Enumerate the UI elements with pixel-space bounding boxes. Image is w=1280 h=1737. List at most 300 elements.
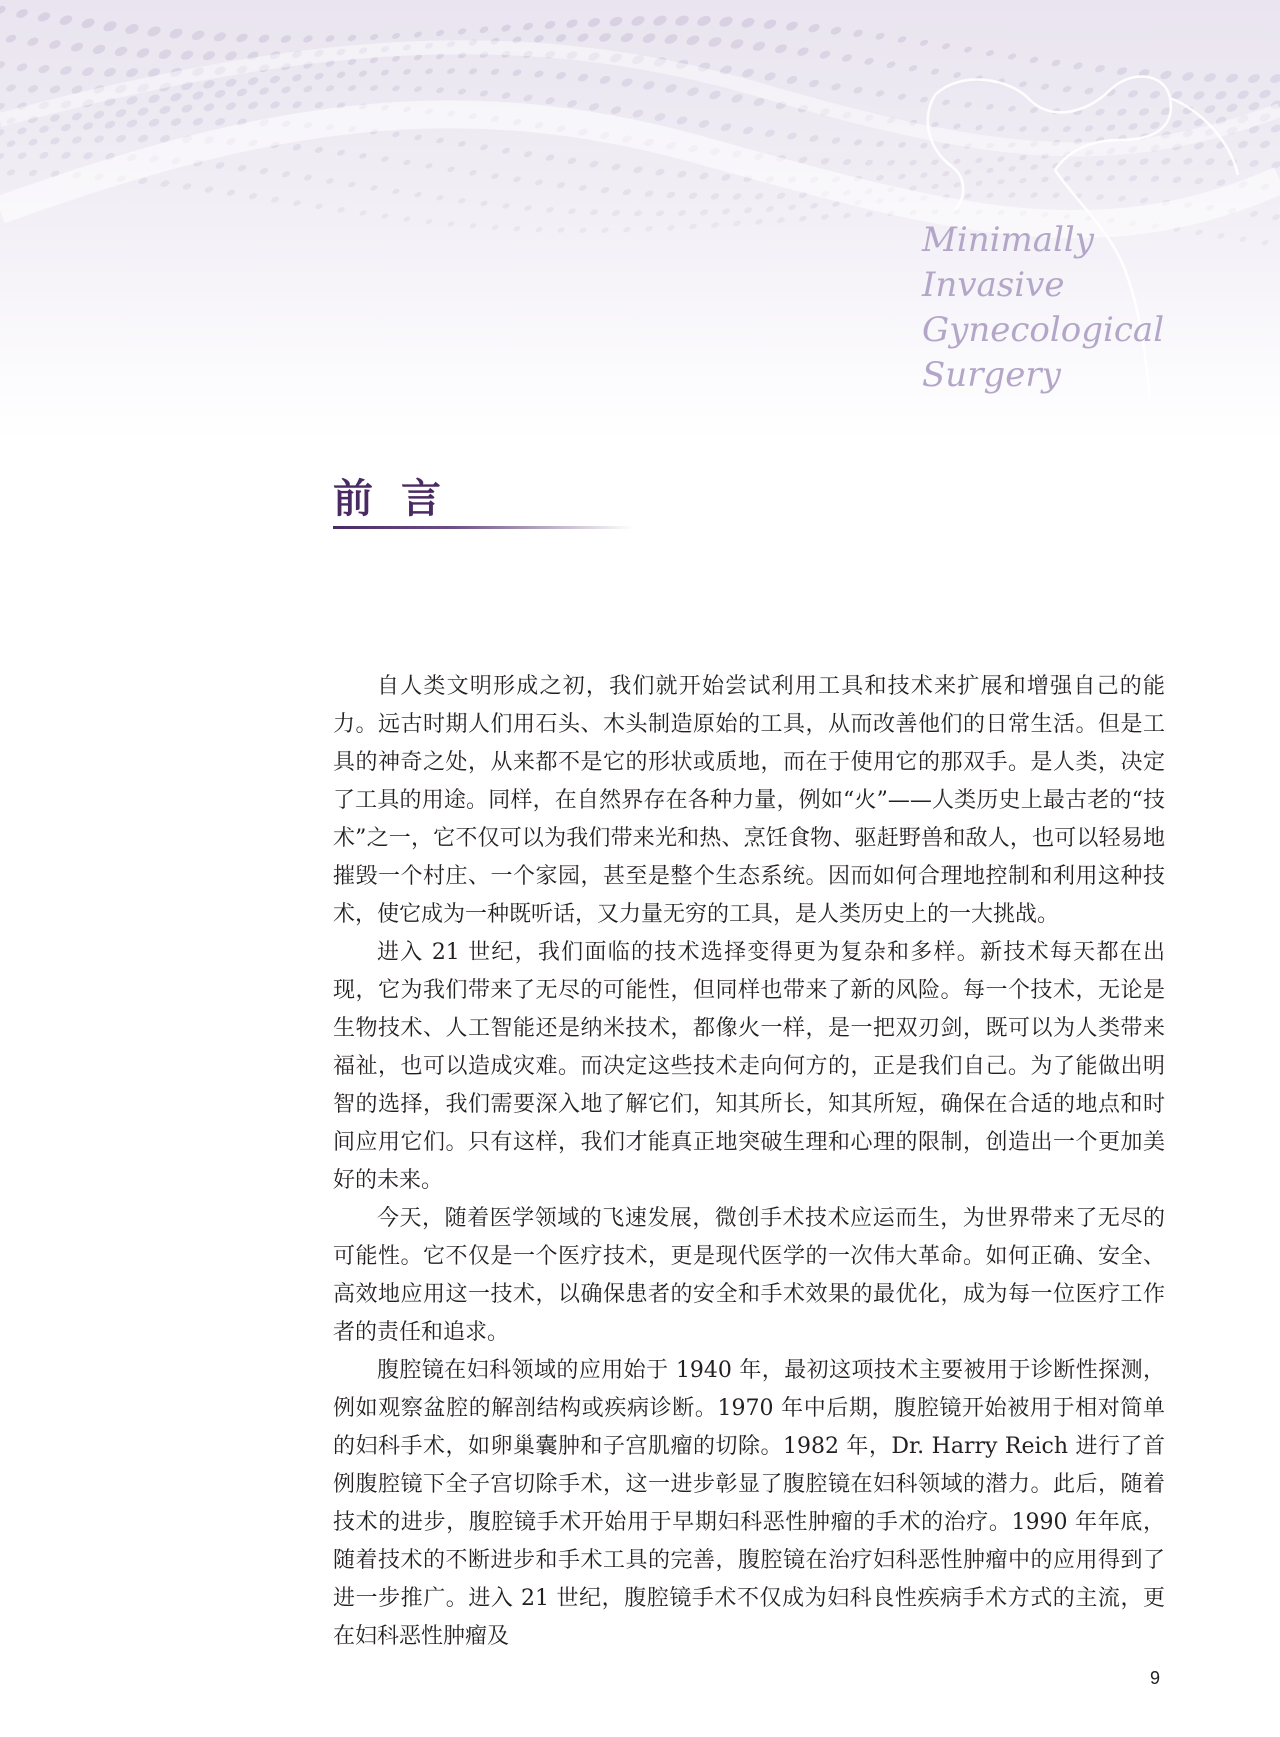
decor-dot	[280, 85, 292, 95]
decor-dot	[534, 178, 544, 186]
decor-dot	[908, 64, 918, 73]
decor-dot	[675, 115, 688, 126]
decor-dot	[964, 192, 973, 199]
decor-dot	[941, 42, 951, 50]
decor-dot	[5, 83, 17, 93]
decor-dot	[1237, 139, 1249, 149]
decor-dot	[49, 136, 61, 146]
decor-dot	[1225, 72, 1240, 84]
decor-dot	[413, 85, 422, 93]
decor-dot	[1007, 52, 1017, 61]
decor-dot	[1106, 174, 1116, 182]
decor-dot	[28, 169, 38, 178]
decor-dot	[587, 16, 602, 29]
decor-dot	[1192, 90, 1206, 102]
decor-dot	[103, 66, 118, 79]
decor-dot	[808, 134, 819, 143]
decor-dot	[557, 226, 566, 233]
decor-dot	[920, 171, 929, 179]
decor-dot	[875, 89, 886, 98]
decor-dot	[522, 21, 534, 31]
decor-dot	[146, 25, 162, 39]
decor-dot	[1248, 159, 1260, 169]
decor-dot	[996, 155, 1005, 163]
decor-dot	[224, 50, 238, 62]
decor-dot	[610, 162, 621, 171]
decor-dot	[479, 25, 490, 34]
decor-dot	[1127, 89, 1139, 99]
decor-dot	[60, 151, 72, 161]
decor-dot	[303, 174, 313, 182]
decor-dot	[545, 153, 555, 162]
decor-dot	[38, 124, 50, 134]
decor-dot	[985, 49, 995, 57]
decor-dot	[1159, 69, 1173, 81]
decor-dot	[1095, 193, 1105, 201]
decor-dot	[830, 82, 842, 92]
decor-dot	[413, 134, 422, 142]
decor-dot	[0, 101, 6, 111]
decor-dot	[535, 226, 544, 233]
decor-dot	[710, 221, 719, 229]
decor-dot	[579, 226, 588, 234]
decor-dot	[71, 135, 83, 145]
decor-dot	[543, 19, 556, 30]
decor-dot	[652, 14, 669, 28]
decor-dot	[204, 185, 215, 194]
paragraph: 进入 21 世纪，我们面临的技术选择变得更为复杂和多样。新技术每天都在出现，它为我们带来了无尽的可能性，但同样也带来了新的风险。每一个技术，无论是生物技术、人工智能还是纳米技术，都像火一样，是一把双刃剑，既可以为人类带来福祉，也可以造成灾难。而决定这些技术走向何方的，正是我们自己。为了能做出明智的选择，我们需要深入地了解它们，知其所长，知其所短，确保在合适的地点和时间应用它们。只有这样，我们才能真正地突破生理和心理的限制，创造出一个更加美好的未来。	[333, 940, 1165, 1193]
decor-dot	[403, 159, 412, 167]
decor-dot	[237, 164, 248, 173]
decor-dot	[830, 25, 843, 36]
decor-dot	[742, 125, 755, 136]
decor-dot	[1018, 154, 1027, 162]
decor-dot	[842, 212, 851, 220]
decor-dot	[997, 178, 1006, 185]
decor-dot	[168, 27, 184, 41]
decor-dot	[555, 71, 567, 81]
decor-dot	[698, 171, 709, 181]
decor-dot	[666, 224, 675, 232]
decor-dot	[235, 32, 249, 44]
decor-dot	[124, 22, 141, 36]
decor-dot	[0, 4, 7, 16]
decor-dot	[996, 125, 1005, 133]
decor-dot	[663, 32, 679, 46]
decor-dot	[15, 62, 28, 73]
decor-dot	[720, 173, 731, 182]
decor-dot	[718, 15, 735, 29]
decor-dot	[919, 142, 928, 150]
decor-dot	[213, 88, 226, 99]
decor-dot	[1149, 120, 1161, 130]
decor-dot	[380, 155, 389, 163]
decor-dot	[953, 181, 962, 188]
decor-dot	[224, 77, 238, 88]
decor-dot	[115, 133, 128, 144]
decor-dot	[754, 218, 764, 226]
decor-dot	[764, 128, 776, 138]
decor-dot	[17, 151, 28, 160]
decor-dot	[370, 184, 379, 191]
decor-dot	[644, 189, 654, 198]
decor-dot	[325, 177, 334, 185]
decor-dot	[1270, 123, 1280, 134]
decor-dot	[763, 71, 777, 83]
decor-dot	[1225, 102, 1239, 114]
decor-dot	[369, 33, 379, 42]
decor-dot	[36, 10, 51, 23]
decor-dot	[302, 84, 313, 93]
decor-dot	[644, 225, 653, 233]
decor-dot	[157, 48, 173, 61]
decor-dot	[512, 175, 521, 183]
decor-dot	[588, 102, 601, 113]
decor-dot	[619, 31, 634, 44]
decor-dot	[392, 188, 401, 195]
decor-dot	[522, 93, 533, 102]
decor-dot	[446, 67, 456, 75]
series-title-line: Gynecological	[922, 310, 1165, 350]
decor-dot	[435, 86, 445, 94]
decor-dot	[641, 32, 657, 45]
decor-dot	[1139, 157, 1150, 166]
decor-dot	[985, 103, 994, 111]
decor-dot	[820, 213, 829, 221]
decor-dot	[842, 158, 852, 167]
decor-dot	[874, 32, 885, 42]
decor-dot	[632, 165, 643, 175]
decor-dot	[6, 139, 17, 148]
decor-dot	[686, 86, 700, 98]
decor-dot	[1214, 89, 1228, 101]
decor-dot	[1269, 72, 1280, 84]
decor-dot	[600, 226, 609, 234]
decor-dot	[765, 205, 775, 213]
decor-dot	[180, 103, 193, 114]
decor-dot	[1019, 177, 1028, 185]
decor-dot	[1127, 122, 1138, 132]
decor-dot	[102, 19, 118, 33]
decor-dot	[567, 156, 578, 165]
decor-dot	[864, 158, 874, 166]
decor-dot	[685, 34, 701, 48]
decor-dot	[1062, 85, 1073, 94]
decor-dot	[1040, 176, 1049, 184]
decor-dot	[469, 222, 478, 229]
decor-dot	[897, 35, 908, 44]
decor-dot	[886, 159, 896, 167]
decor-dot	[81, 65, 96, 77]
decor-dot	[732, 192, 742, 201]
decor-dot	[71, 111, 84, 122]
decor-dot	[841, 53, 853, 63]
decor-dot	[27, 138, 38, 147]
decor-dot	[337, 206, 346, 214]
decor-dot	[192, 116, 205, 127]
decor-dot	[598, 74, 611, 85]
decor-dot	[630, 14, 646, 28]
decor-dot	[1007, 105, 1017, 113]
decor-dot	[91, 43, 106, 56]
decor-dot	[986, 167, 995, 175]
decor-dot	[953, 158, 962, 166]
decor-dot	[697, 118, 710, 129]
paragraph: 自人类文明形成之初，我们就开始尝试利用工具和技术来扩展和增强自己的能力。远古时期人们用石头、木头制造原始的工具，从而改善他们的日常生活。但是工具的神奇之处，从来都不是它的形状或质地，而在于使用它的那双手。是人类，决定了工具的用途。同样，在自然界存在各种力量，例如“火”——人类历史上最古老的“技术”之一，它不仅可以为我们带来光和热、烹饪食物、驱赶野兽和敌人，也可以轻易地摧毁一个村庄、一个家园，甚至是整个生态系统。因而如何合理地控制和利用这种技术，使它成为一种既听话，又力量无穷的工具，是人类历史上的一大挑战。	[333, 674, 1165, 927]
decor-dot	[226, 188, 236, 197]
decor-dot	[963, 101, 972, 109]
decor-dot	[1247, 72, 1262, 84]
decor-dot	[533, 34, 545, 44]
decor-dot	[931, 183, 940, 191]
decor-dot	[147, 117, 160, 128]
title-underline	[333, 526, 633, 529]
decor-dot	[359, 209, 368, 216]
decor-dot	[1106, 123, 1117, 132]
page-title: 前言	[333, 476, 469, 522]
decor-dot	[975, 157, 984, 165]
decor-dot	[292, 143, 302, 152]
decor-dot	[236, 87, 249, 98]
decor-dot	[664, 82, 678, 94]
decor-dot	[863, 56, 875, 66]
decor-dot	[16, 126, 27, 136]
decor-dot	[1095, 159, 1105, 168]
decor-dot	[930, 158, 939, 166]
decor-dot	[147, 93, 161, 105]
decor-dot	[500, 23, 512, 33]
decor-dot	[347, 34, 358, 43]
decor-dot	[479, 89, 489, 98]
decor-dot	[523, 204, 532, 212]
decor-dot	[391, 131, 400, 139]
decor-dot	[202, 78, 216, 90]
decor-dot	[974, 124, 983, 132]
decor-dot	[15, 7, 29, 19]
decor-dot	[751, 40, 766, 53]
body-text	[333, 668, 1165, 1656]
decor-dot	[707, 35, 723, 49]
decor-dot	[831, 136, 842, 145]
decor-dot	[986, 192, 995, 199]
decor-dot	[1181, 70, 1195, 82]
decor-dot	[1182, 156, 1194, 166]
decor-dot	[853, 138, 863, 147]
decor-dot	[1139, 196, 1149, 204]
decor-dot	[512, 68, 523, 77]
decor-dot	[807, 22, 821, 34]
decor-dot	[358, 152, 367, 160]
decor-dot	[809, 202, 819, 210]
decor-dot	[38, 151, 49, 160]
decor-dot	[743, 206, 753, 214]
decor-dot	[729, 37, 745, 50]
decor-dot	[653, 111, 666, 122]
decor-dot	[248, 192, 258, 200]
decor-dot	[1094, 63, 1106, 73]
decor-dot	[291, 73, 303, 83]
decor-dot	[435, 29, 445, 37]
decor-dot	[457, 88, 467, 96]
decor-dot	[1094, 107, 1105, 117]
decor-dot	[125, 118, 138, 129]
decor-dot	[1040, 125, 1050, 133]
decor-dot	[589, 208, 599, 216]
decor-dot	[125, 95, 139, 107]
decor-dot	[457, 140, 466, 148]
decor-dot	[92, 109, 105, 120]
decor-dot	[642, 79, 656, 91]
decor-dot	[380, 68, 390, 76]
decor-dot	[774, 43, 789, 55]
decor-dot	[490, 67, 500, 76]
decor-dot	[324, 34, 335, 43]
decor-dot	[776, 216, 785, 224]
decor-dot	[1138, 107, 1150, 117]
decor-dot	[864, 210, 873, 218]
decor-dot	[732, 219, 742, 227]
decor-dot	[1008, 191, 1017, 198]
decor-dot	[577, 72, 590, 83]
decor-dot	[556, 181, 566, 189]
decor-dot	[458, 197, 467, 204]
decor-dot	[158, 104, 172, 115]
decor-dot	[225, 101, 238, 112]
decor-dot	[202, 49, 217, 62]
decor-dot	[425, 162, 434, 170]
decor-dot	[1258, 88, 1272, 100]
paragraph: 今天，随着医学领域的飞速发展，微创手术技术应运而生，为世界带来了无尽的可能性。它不仅是一个医疗技术，更是现代医学的一次伟大革命。如何正确、安全、高效地应用这一技术，以确保患者的安全和手术效果的最优化，成为每一位医疗工作者的责任和追求。	[333, 1206, 1165, 1345]
decor-dot	[567, 207, 576, 215]
decor-dot	[137, 133, 150, 144]
decor-dot	[631, 108, 644, 119]
decor-dot	[336, 70, 347, 79]
decor-dot	[513, 225, 522, 232]
decor-dot	[0, 128, 5, 137]
decor-dot	[413, 30, 423, 38]
decor-dot	[6, 168, 16, 177]
decor-dot	[246, 76, 259, 87]
decor-dot	[666, 191, 677, 200]
decor-dot	[58, 14, 74, 27]
page-number: 9	[1150, 1668, 1161, 1688]
decor-dot	[347, 84, 357, 93]
decor-dot	[424, 67, 434, 75]
decor-dot	[730, 93, 744, 105]
series-title	[922, 218, 1262, 398]
decor-dot	[654, 167, 665, 177]
decor-dot	[136, 106, 150, 117]
decor-dot	[60, 122, 72, 132]
decor-dot	[190, 29, 206, 42]
decor-dot	[952, 71, 962, 79]
decor-dot	[313, 72, 324, 82]
decor-dot	[314, 100, 325, 109]
decor-dot	[963, 46, 973, 54]
decor-dot	[179, 49, 194, 62]
decor-dot	[919, 38, 929, 47]
decor-dot	[381, 212, 390, 219]
decor-dot	[103, 119, 116, 130]
decor-dot	[1018, 125, 1027, 133]
decor-dot	[347, 181, 356, 189]
decor-dot	[545, 206, 554, 214]
decor-dot	[479, 143, 489, 151]
decor-dot	[1128, 174, 1138, 183]
decor-dot	[1150, 174, 1160, 183]
decor-dot	[1051, 58, 1062, 67]
decor-dot	[798, 215, 807, 223]
decor-dot	[1271, 213, 1280, 221]
decor-dot	[490, 172, 499, 180]
decor-dot	[886, 60, 897, 69]
decor-dot	[897, 141, 907, 149]
decor-dot	[1051, 192, 1060, 200]
decor-dot	[48, 38, 62, 50]
decor-dot	[852, 86, 863, 95]
decor-dot	[578, 184, 588, 192]
decor-dot	[48, 84, 61, 95]
decor-dot	[688, 191, 699, 200]
decor-dot	[314, 146, 324, 155]
decor-dot	[259, 167, 269, 176]
decor-dot	[785, 74, 798, 85]
decor-dot	[59, 65, 73, 77]
decor-dot	[113, 45, 129, 58]
decor-dot	[808, 78, 820, 89]
decor-dot	[114, 108, 127, 119]
decor-dot	[457, 27, 467, 36]
decor-dot	[964, 168, 973, 175]
decor-dot	[1216, 178, 1227, 187]
decor-dot	[696, 14, 713, 28]
decor-dot	[491, 224, 500, 231]
decor-dot	[1062, 125, 1072, 133]
decor-dot	[762, 18, 777, 31]
decor-dot	[391, 84, 401, 92]
decor-dot	[26, 36, 40, 48]
decor-dot	[741, 67, 755, 79]
decor-dot	[533, 69, 545, 79]
decor-dot	[1259, 139, 1271, 149]
decor-dot	[1083, 86, 1094, 95]
decor-dot	[1007, 165, 1016, 173]
decor-dot	[391, 32, 401, 40]
decor-dot	[544, 96, 556, 106]
decor-dot	[600, 186, 610, 195]
decor-dot	[787, 203, 797, 211]
decor-dot	[336, 149, 346, 157]
decor-dot	[941, 98, 950, 106]
decor-dot	[975, 180, 984, 187]
decor-dot	[1029, 55, 1039, 64]
decor-dot	[1149, 89, 1162, 100]
decor-dot	[576, 32, 590, 44]
decor-dot	[258, 86, 270, 96]
decor-dot	[820, 157, 831, 166]
decor-dot	[897, 92, 907, 100]
decor-dot	[598, 31, 612, 43]
decor-dot	[720, 122, 733, 133]
decor-dot	[4, 33, 17, 44]
decor-dot	[270, 195, 280, 203]
decor-dot	[202, 102, 215, 113]
decor-dot	[908, 159, 917, 167]
decor-dot	[1204, 157, 1216, 167]
decor-dot	[1117, 158, 1128, 167]
decor-dot	[213, 30, 228, 43]
decor-dot	[786, 131, 798, 141]
